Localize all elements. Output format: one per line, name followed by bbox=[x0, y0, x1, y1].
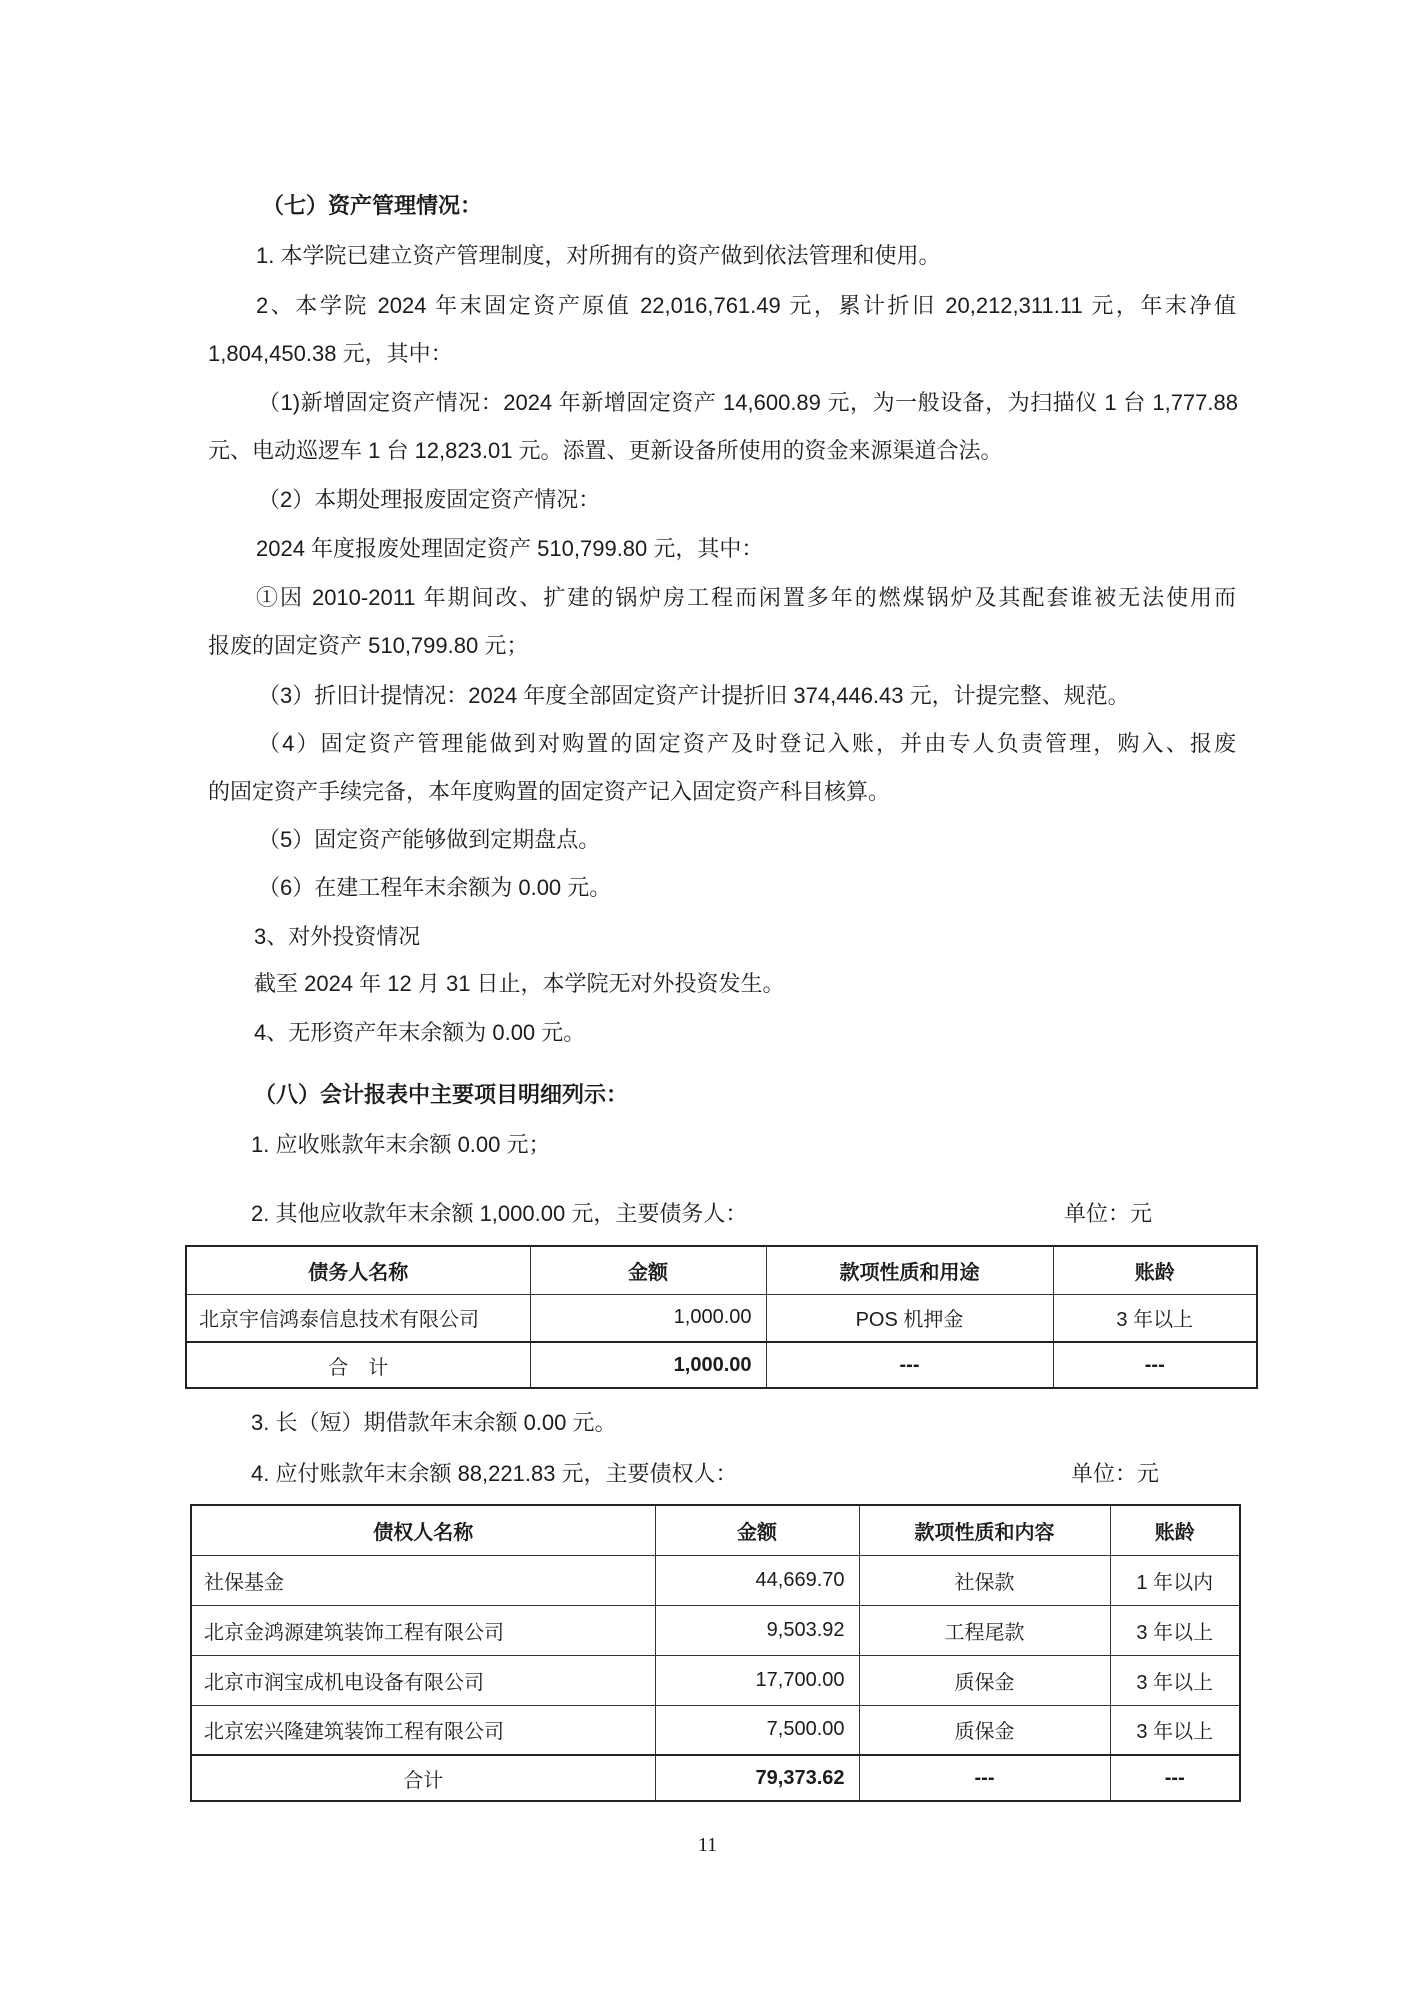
cell-age: 3 年以上 bbox=[1053, 1294, 1257, 1342]
header-creditor-name: 债权人名称 bbox=[191, 1505, 655, 1555]
cell-amount: 17,700.00 bbox=[655, 1655, 859, 1705]
cell-total-label: 合 计 bbox=[186, 1342, 530, 1388]
header-amount: 金额 bbox=[655, 1505, 859, 1555]
cell-name: 北京市润宝成机电设备有限公司 bbox=[191, 1655, 655, 1705]
cell-name: 北京宏兴隆建筑装饰工程有限公司 bbox=[191, 1705, 655, 1755]
table-total-row bbox=[191, 1755, 1240, 1801]
table-row bbox=[186, 1294, 1257, 1342]
cell-nature: 质保金 bbox=[859, 1705, 1110, 1755]
cell-name: 北京宇信鸿泰信息技术有限公司 bbox=[186, 1294, 530, 1342]
header-amount: 金额 bbox=[530, 1246, 766, 1294]
cell-name: 北京金鸿源建筑装饰工程有限公司 bbox=[191, 1605, 655, 1655]
section8-heading: （八）会计报表中主要项目明细列示： bbox=[254, 1082, 629, 1107]
cell-age: 3 年以上 bbox=[1110, 1655, 1240, 1705]
header-debtor-name: 债务人名称 bbox=[186, 1246, 530, 1294]
unit-label-2: 单位：元 bbox=[1071, 1461, 1160, 1486]
section7-heading: （七）资产管理情况： bbox=[262, 193, 483, 218]
section7-sub4-line1: （4）固定资产管理能做到对购置的固定资产及时登记入账，并由专人负责管理，购入、报废 bbox=[258, 731, 1236, 756]
cell-age: 3 年以上 bbox=[1110, 1605, 1240, 1655]
section7-sub3: （3）折旧计提情况：2024 年度全部固定资产计提折旧 374,446.43 元，计提完整、规范。 bbox=[258, 683, 1130, 708]
header-age: 账龄 bbox=[1110, 1505, 1240, 1555]
cell-total-nature: --- bbox=[859, 1755, 1110, 1801]
cell-total-nature: --- bbox=[766, 1342, 1053, 1388]
section7-sub6: （6）在建工程年末余额为 0.00 元。 bbox=[258, 875, 612, 900]
cell-total-label: 合计 bbox=[191, 1755, 655, 1801]
cell-nature: 质保金 bbox=[859, 1655, 1110, 1705]
header-nature: 款项性质和用途 bbox=[766, 1246, 1053, 1294]
section8-item4: 4. 应付账款年末余额 88,221.83 元，主要债权人： bbox=[251, 1461, 738, 1486]
cell-total-age: --- bbox=[1053, 1342, 1257, 1388]
section8-item3: 3. 长（短）期借款年末余额 0.00 元。 bbox=[251, 1410, 617, 1435]
cell-nature: POS 机押金 bbox=[766, 1294, 1053, 1342]
cell-name: 社保基金 bbox=[191, 1555, 655, 1605]
cell-total-age: --- bbox=[1110, 1755, 1240, 1801]
section7-item2-line2: 1,804,450.38 元，其中： bbox=[208, 341, 453, 366]
section7-item2-line1: 2、本学院 2024 年末固定资产原值 22,016,761.49 元，累计折旧 20,212,311.11 元，年末净值 bbox=[256, 293, 1236, 318]
table-row bbox=[191, 1555, 1240, 1605]
header-nature: 款项性质和内容 bbox=[859, 1505, 1110, 1555]
unit-label-1: 单位：元 bbox=[1064, 1201, 1153, 1226]
cell-total-amount: 1,000.00 bbox=[530, 1342, 766, 1388]
section7-sub1-line2: 元、电动巡逻车 1 台 12,823.01 元。添置、更新设备所使用的资金来源渠道合法。 bbox=[208, 438, 1003, 463]
header-age: 账龄 bbox=[1053, 1246, 1257, 1294]
section7-sub2-item-line1: ①因 2010-2011 年期间改、扩建的锅炉房工程而闲置多年的燃煤锅炉及其配套谁被无法使用而 bbox=[256, 585, 1236, 610]
cell-nature: 工程尾款 bbox=[859, 1605, 1110, 1655]
section7-item4: 4、无形资产年末余额为 0.00 元。 bbox=[254, 1020, 586, 1045]
section7-sub4-line2: 的固定资产手续完备，本年度购置的固定资产记入固定资产科目核算。 bbox=[208, 779, 891, 804]
section7-sub2-text: 2024 年度报废处理固定资产 510,799.80 元，其中： bbox=[256, 536, 764, 561]
table-header-row bbox=[191, 1505, 1240, 1555]
section8-item1: 1. 应收账款年末余额 0.00 元； bbox=[251, 1132, 551, 1157]
cell-total-amount: 79,373.62 bbox=[655, 1755, 859, 1801]
table-row bbox=[191, 1655, 1240, 1705]
table-total-row bbox=[186, 1342, 1257, 1388]
cell-age: 3 年以上 bbox=[1110, 1705, 1240, 1755]
section7-item3-title: 3、对外投资情况 bbox=[254, 924, 421, 949]
section7-sub1-line1: （1)新增固定资产情况：2024 年新增固定资产 14,600.89 元，为一般设备，为扫描仪 1 台 1,777.88 bbox=[258, 390, 1238, 415]
section7-sub5: （5）固定资产能够做到定期盘点。 bbox=[258, 827, 601, 852]
section7-item1: 1. 本学院已建立资产管理制度，对所拥有的资产做到依法管理和使用。 bbox=[256, 243, 941, 268]
cell-amount: 9,503.92 bbox=[655, 1605, 859, 1655]
table-header-row bbox=[186, 1246, 1257, 1294]
table-row bbox=[191, 1605, 1240, 1655]
debtor-table bbox=[185, 1245, 1258, 1389]
section7-sub2-item-line2: 报废的固定资产 510,799.80 元； bbox=[208, 633, 529, 658]
cell-nature: 社保款 bbox=[859, 1555, 1110, 1605]
cell-age: 1 年以内 bbox=[1110, 1555, 1240, 1605]
creditor-table bbox=[190, 1504, 1241, 1802]
section7-sub2-title: （2）本期处理报废固定资产情况： bbox=[258, 487, 601, 512]
table-row bbox=[191, 1705, 1240, 1755]
page-number: 11 bbox=[697, 1834, 718, 1856]
cell-amount: 44,669.70 bbox=[655, 1555, 859, 1605]
section7-item3-text: 截至 2024 年 12 月 31 日止，本学院无对外投资发生。 bbox=[254, 971, 785, 996]
cell-amount: 1,000.00 bbox=[530, 1294, 766, 1342]
cell-amount: 7,500.00 bbox=[655, 1705, 859, 1755]
section8-item2: 2. 其他应收款年末余额 1,000.00 元，主要债务人： bbox=[251, 1201, 748, 1226]
